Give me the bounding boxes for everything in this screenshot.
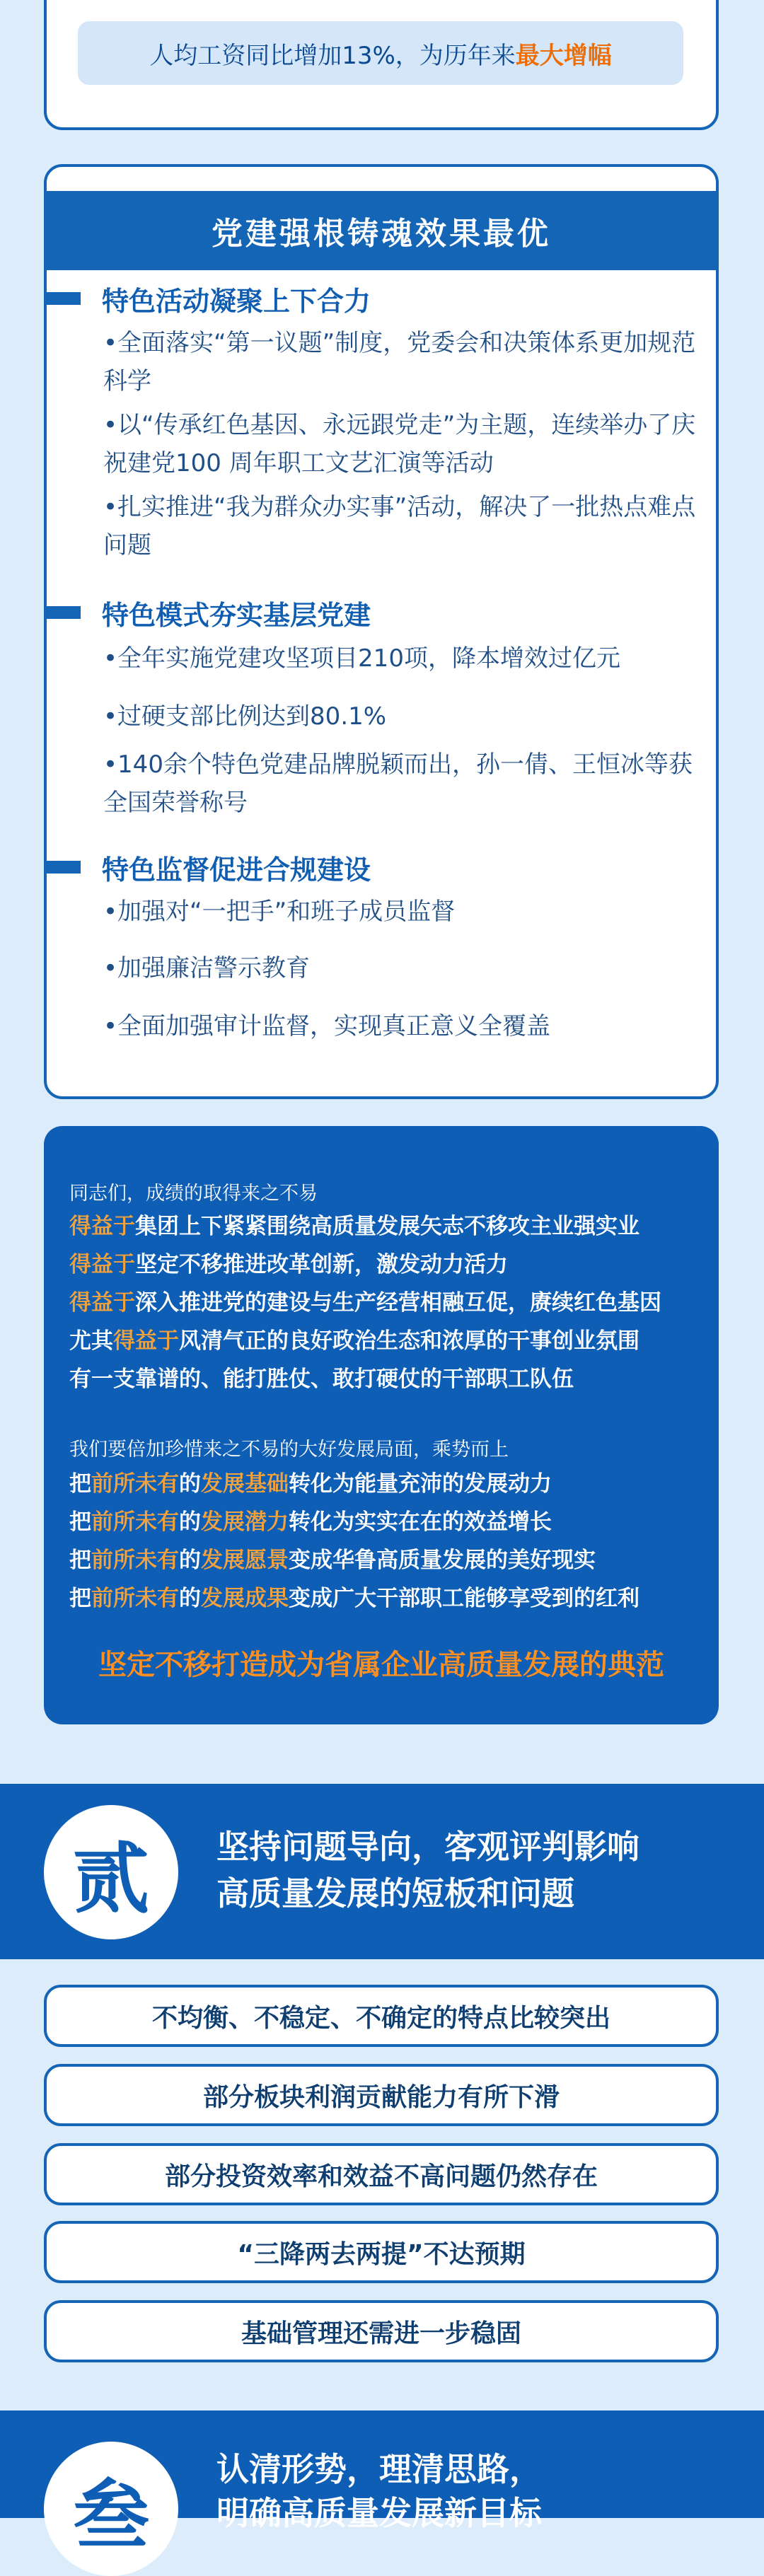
party-bullet: •全面落实“第一议题”制度，党委会和决策体系更加规范科学 [103,329,696,395]
gain-keyword: 得益于 [113,1328,179,1354]
section-marker-bar [44,861,81,874]
gain-prefix: 尤其 [69,1328,113,1354]
party-section-title: 特色监督促进合规建设 [102,854,371,886]
summary-team-line: 有一支靠谱的、能打胜仗、敢打硬仗的干部职工队伍 [69,1367,574,1392]
summary-transform-line: 把前所未有的发展基础转化为能量充沛的发展动力 [69,1471,552,1497]
gain-text: 集团上下紧紧围绕高质量发展矢志不移攻主业强实业 [135,1214,639,1239]
problem-item: 不均衡、不稳定、不确定的特点比较突出 [44,1985,719,2047]
wage-highlight: 最大增幅 [515,41,612,70]
party-section-heading [44,277,371,320]
party-section-title: 特色活动凝聚上下合力 [102,285,371,317]
wage-text: 人均工资同比增加13%，为历年来 [149,41,516,70]
problem-item: 基础管理还需进一步稳固 [44,2300,719,2362]
summary-gain-line [69,1251,508,1279]
summary-transform-line: 把前所未有的发展成果变成广大干部职工能够享受到的红利 [69,1586,639,1611]
section-number-badge: 叁 [44,2442,178,2576]
gain-text: 坚定不移推进改革创新，激发动力活力 [135,1252,508,1277]
party-section-heading [44,591,371,634]
section-title-line: 高质量发展的短板和问题 [216,1874,574,1913]
party-bullet: •以“传承红色基因、永远跟党走”为主题，连续举办了庆祝建党100 周年职工文艺汇演等活动 [103,411,696,477]
summary-gain-line [69,1212,639,1241]
wage-card [44,0,719,130]
summary-conclusion: 坚定不移打造成为省属企业高质量发展的典范 [98,1649,664,1681]
party-section-title: 特色模式夯实基层党建 [102,599,371,631]
party-bullet: •全面加强审计监督，实现真正意义全覆盖 [103,1012,551,1040]
section-marker-bar [44,292,81,305]
party-bullet: •过硬支部比例达到80.1% [103,702,387,731]
gain-keyword: 得益于 [69,1252,135,1277]
section-title-line: 坚持问题导向，客观评判影响 [216,1828,639,1866]
party-building-card [44,164,719,1099]
section-2-banner [0,1784,764,1959]
section-number-badge: 贰 [44,1805,178,1939]
problem-item: 部分投资效率和效益不高问题仍然存在 [44,2143,719,2205]
section-title-line: 认清形势，理清思路， [216,2450,542,2488]
summary-gain-line [69,1289,661,1317]
wage-highlight-pill [78,21,683,85]
party-section-heading [44,846,371,888]
section-3-banner [0,2410,764,2560]
party-bullet: •加强廉洁警示教育 [103,954,311,982]
summary-card [44,1126,719,1724]
gain-text: 风清气正的良好政治生态和浓厚的干事创业氛围 [179,1328,639,1354]
summary-gain-line [69,1327,639,1355]
gain-keyword: 得益于 [69,1214,135,1239]
party-bullet: •140余个特色党建品牌脱颖而出，孙一倩、王恒冰等获全国荣誉称号 [103,750,693,817]
section-title-line: 明确高质量发展新目标 [216,2494,542,2532]
section-marker-bar [44,606,81,619]
party-bullet: •加强对“一把手”和班子成员监督 [103,898,456,926]
problem-item: 部分板块利润贡献能力有所下滑 [44,2064,719,2126]
summary-transform-line: 把前所未有的发展愿景变成华鲁高质量发展的美好现实 [69,1548,596,1573]
summary-intro: 同志们，成绩的取得来之不易 [69,1183,318,1205]
party-bullet: •扎实推进“我为群众办实事”活动，解决了一批热点难点问题 [103,493,696,559]
summary-transform-line: 把前所未有的发展潜力转化为实实在在的效益增长 [69,1509,552,1535]
gain-keyword: 得益于 [69,1290,135,1316]
problem-item: “三降两去两提”不达预期 [44,2221,719,2283]
summary-intro-2: 我们要倍加珍惜来之不易的大好发展局面，乘势而上 [69,1439,509,1461]
gain-text: 深入推进党的建设与生产经营相融互促，赓续红色基因 [135,1290,661,1316]
party-bullet: •全年实施党建攻坚项目210项，降本增效过亿元 [103,644,620,673]
party-card-header: 党建强根铸魂效果最优 [47,191,716,270]
